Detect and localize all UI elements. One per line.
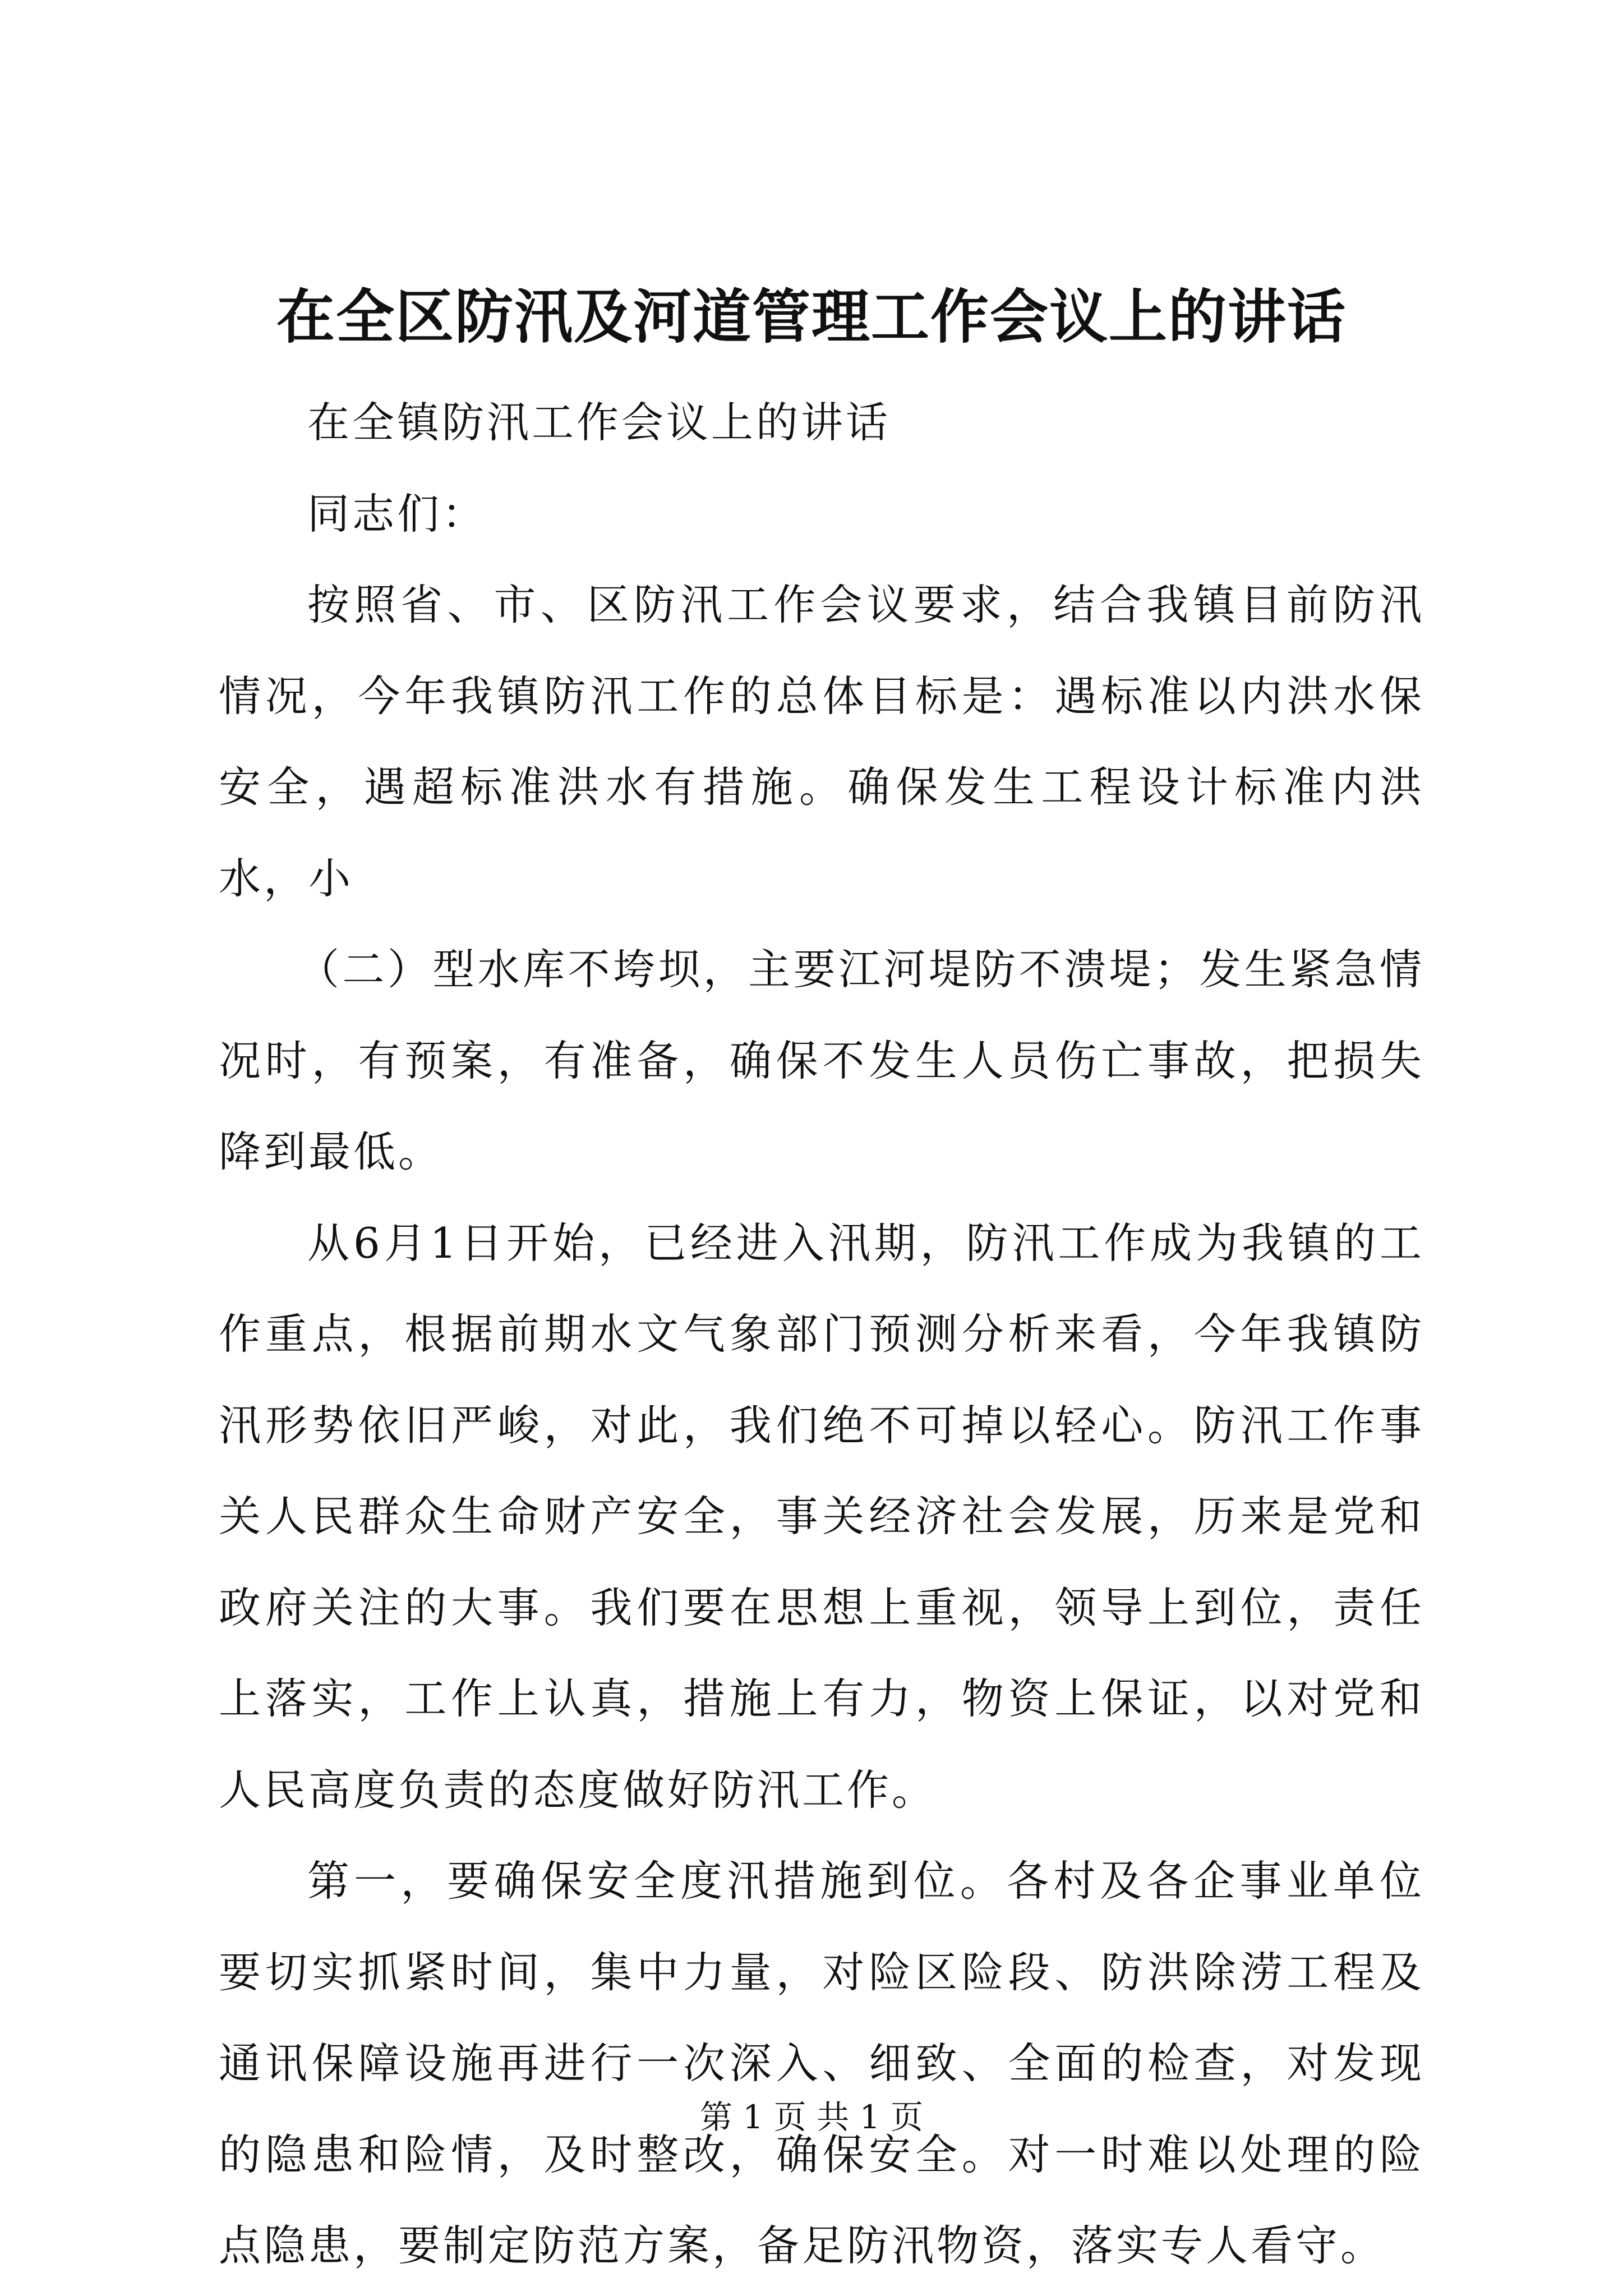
document-title: 在全区防汛及河道管理工作会议上的讲话: [276, 282, 1347, 351]
page-number-footer: 第 1 页 共 1 页: [700, 2098, 923, 2136]
paragraph-goal: 按照省、市、区防汛工作会议要求，结合我镇目前防汛情况，今年我镇防汛工作的总体目标是：遇标准以内洪水保安全，遇超标准洪水有措施。确保发生工程设计标准内洪水，小: [219, 580, 1424, 903]
paragraph-salutation: 同志们：: [307, 489, 487, 539]
paragraph-reservoir: （二）型水库不垮坝，主要江河堤防不溃堤；发生紧急情况时，有预案，有准备，确保不发生人员伤亡事故，把损失降到最低。: [219, 945, 1424, 1176]
paragraph-first-measure: 第一，要确保安全度汛措施到位。各村及各企事业单位要切实抓紧时间，集中力量，对险区险段、防洪除涝工程及通讯保障设施再进行一次深入、细致、全面的检查，对发现的隐患和险情，及时整改，确保安全。对一时难以处理的险点隐患，要制定防范方案，备足防汛物资，落实专人看守。: [219, 1856, 1424, 2270]
document-body: [219, 377, 1424, 2292]
paragraph-flood-season: 从6月1日开始，已经进入汛期，防汛工作成为我镇的工作重点，根据前期水文气象部门预测分析来看，今年我镇防汛形势依旧严峻，对此，我们绝不可掉以轻心。防汛工作事关人民群众生命财产安全，事关经济社会发展，历来是党和政府关注的大事。我们要在思想上重视，领导上到位，责任上落实，工作上认真，措施上有力，物资上保证，以对党和人民高度负责的态度做好防汛工作。: [219, 1218, 1424, 1815]
paragraph-subtitle: 在全镇防汛工作会议上的讲话: [307, 398, 891, 447]
